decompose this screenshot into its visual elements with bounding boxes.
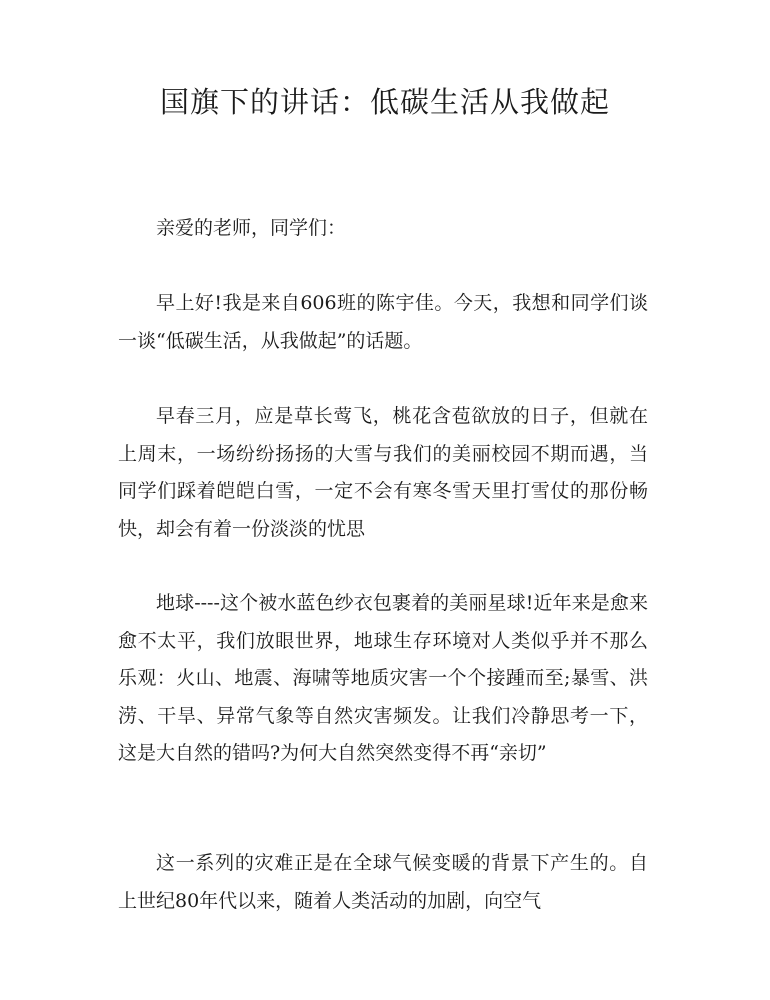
- earth-paragraph: 地球----这个被水蓝色纱衣包裹着的美丽星球!近年来是愈来愈不太平，我们放眼世界，地球生存环境对人类似乎并不那么乐观：火山、地震、海啸等地质灾害一个个接踵而至;暴雪、洪涝、干旱、异常气象等自然灾害频发。让我们冷静思考一下，这是大自然的错吗?为何大自然突然变得不再“亲切”: [118, 592, 648, 764]
- page-title: 国旗下的讲话：低碳生活从我做起: [159, 85, 610, 119]
- greeting-paragraph: 亲爱的老师，同学们：: [156, 217, 347, 239]
- snow-paragraph: 早春三月，应是草长莺飞，桃花含苞欲放的日子，但就在上周末，一场纷纷扬扬的大雪与我们的美丽校园不期而遇，当同学们踩着皑皑白雪，一定不会有寒冬雪天里打雪仗的那份畅快，却会有着一份淡淡的忧思: [118, 405, 648, 540]
- intro-paragraph: 早上好!我是来自606班的陈宇佳。今天，我想和同学们谈一谈“低碳生活，从我做起”的话题。: [118, 292, 648, 352]
- climate-paragraph: 这一系列的灾难正是在全球气候变暖的背景下产生的。自上世纪80年代以来，随着人类活动的加剧，向空气: [118, 852, 648, 912]
